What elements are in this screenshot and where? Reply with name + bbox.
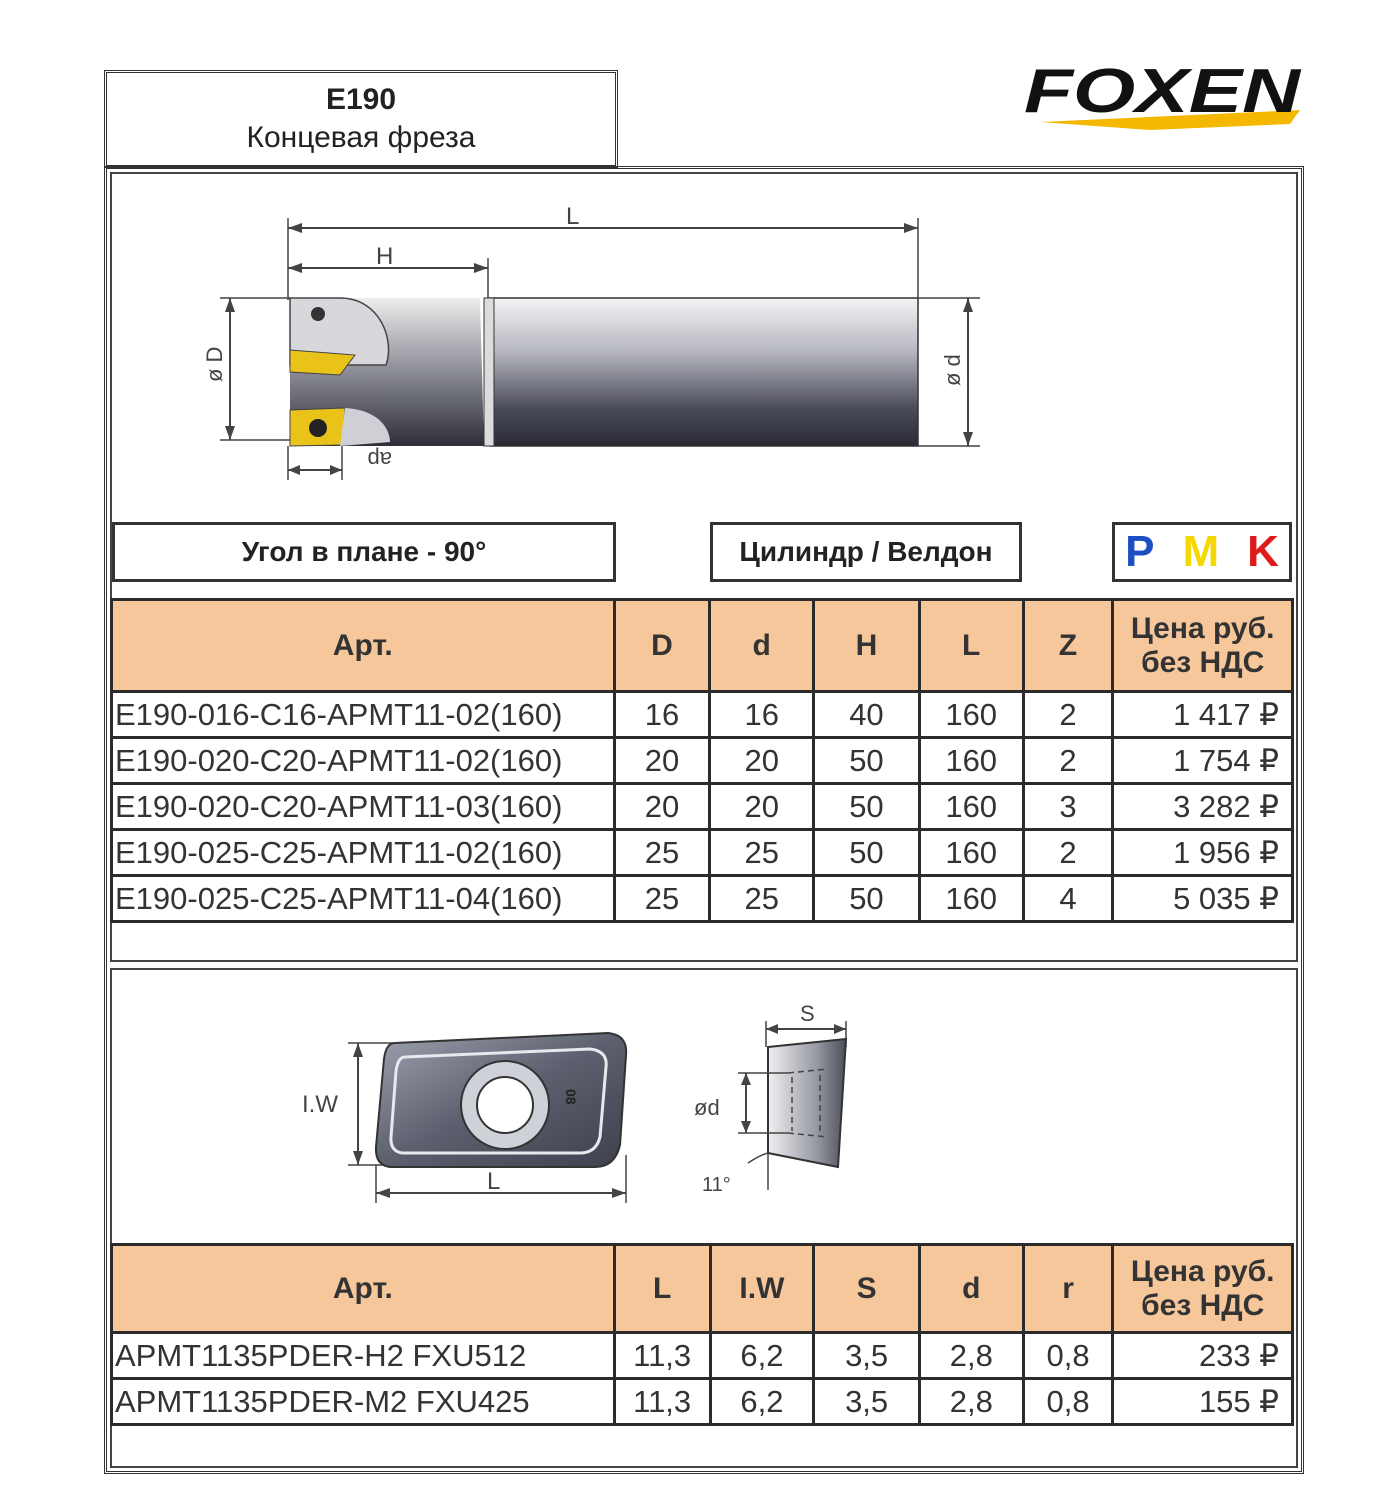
material-m: M [1182, 527, 1220, 576]
col-price-line1: Цена руб. [1130, 611, 1275, 645]
cell-d: 16 [710, 692, 814, 738]
cell-IW: 6,2 [710, 1379, 814, 1425]
table-row [112, 692, 1293, 738]
table-row [112, 1379, 1293, 1425]
cell-d: 20 [710, 738, 814, 784]
cell-L: 160 [919, 830, 1023, 876]
dim-D: ø D [202, 346, 227, 382]
dim-L: L [566, 203, 580, 230]
cell-Z: 2 [1023, 830, 1113, 876]
cell-art: E190-025-C25-APMT11-04(160) [112, 876, 615, 922]
material-p: P [1125, 527, 1155, 576]
table-row [112, 876, 1293, 922]
logo-text: FOXEN [1024, 60, 1302, 126]
col-H: H [814, 600, 920, 692]
cell-art: APMT1135PDER-H2 FXU512 [112, 1333, 615, 1379]
cell-r: 0,8 [1023, 1379, 1113, 1425]
cell-d: 20 [710, 784, 814, 830]
cell-Z: 2 [1023, 738, 1113, 784]
cell-H: 50 [814, 738, 920, 784]
cell-S: 3,5 [814, 1333, 920, 1379]
cell-price: 233 ₽ [1113, 1333, 1293, 1379]
col-art: Арт. [112, 600, 615, 692]
table-header-row [112, 1245, 1293, 1333]
cell-D: 25 [614, 876, 710, 922]
cell-art: E190-016-C16-APMT11-02(160) [112, 692, 615, 738]
col-price-line2: без НДС [1141, 1288, 1265, 1322]
cell-D: 20 [614, 738, 710, 784]
cell-L: 11,3 [614, 1379, 710, 1425]
cell-L: 160 [919, 692, 1023, 738]
cell-D: 20 [614, 784, 710, 830]
cell-L: 160 [919, 876, 1023, 922]
cell-price: 1 754 ₽ [1113, 738, 1293, 784]
dim-d: ø d [940, 354, 965, 386]
cell-art: E190-020-C20-APMT11-02(160) [112, 738, 615, 784]
cell-art: E190-025-C25-APMT11-02(160) [112, 830, 615, 876]
dim-H: H [376, 243, 394, 270]
material-k: K [1247, 527, 1279, 576]
col-Z: Z [1023, 600, 1113, 692]
cell-H: 40 [814, 692, 920, 738]
cell-IW: 6,2 [710, 1333, 814, 1379]
cell-L: 160 [919, 784, 1023, 830]
cell-L: 160 [919, 738, 1023, 784]
angle-label [112, 522, 616, 582]
cell-d: 25 [710, 876, 814, 922]
cell-art: E190-020-C20-APMT11-03(160) [112, 784, 615, 830]
cell-price: 1 956 ₽ [1113, 830, 1293, 876]
product-subtitle: Концевая фреза [246, 121, 476, 154]
cell-H: 50 [814, 784, 920, 830]
table-row [112, 830, 1293, 876]
cell-Z: 3 [1023, 784, 1113, 830]
cell-d: 2,8 [919, 1379, 1023, 1425]
dim-insert-L: L [487, 1168, 501, 1195]
angle-label-text: Угол в плане - 90° [241, 536, 487, 567]
col-art: Арт. [112, 1245, 615, 1333]
cell-Z: 2 [1023, 692, 1113, 738]
cell-r: 0,8 [1023, 1333, 1113, 1379]
cell-Z: 4 [1023, 876, 1113, 922]
cell-price: 5 035 ₽ [1113, 876, 1293, 922]
insert-table [110, 1243, 1294, 1426]
cell-D: 25 [614, 830, 710, 876]
col-IW: I.W [710, 1245, 814, 1333]
cell-H: 50 [814, 876, 920, 922]
foxen-logo [1020, 60, 1305, 140]
dim-S: S [800, 1001, 815, 1026]
cell-price: 3 282 ₽ [1113, 784, 1293, 830]
col-r: r [1023, 1245, 1113, 1333]
col-d: d [919, 1245, 1023, 1333]
pmk-materials [1112, 522, 1292, 582]
end-mill-diagram [190, 190, 1010, 500]
dim-hole: ød [694, 1095, 720, 1120]
cell-art: APMT1135PDER-M2 FXU425 [112, 1379, 615, 1425]
cutter-table [110, 598, 1294, 923]
col-S: S [814, 1245, 920, 1333]
cell-D: 16 [614, 692, 710, 738]
col-price [1113, 1245, 1293, 1333]
dim-ap: ap [367, 447, 392, 472]
table-row [112, 738, 1293, 784]
cell-S: 3,5 [814, 1379, 920, 1425]
product-code: E190 [325, 83, 397, 116]
cell-d: 25 [710, 830, 814, 876]
dim-IW: I.W [302, 1091, 338, 1118]
col-price-line1: Цена руб. [1130, 1254, 1275, 1288]
col-D: D [614, 600, 710, 692]
cell-price: 155 ₽ [1113, 1379, 1293, 1425]
svg-text:08: 08 [563, 1089, 579, 1105]
col-price [1113, 600, 1293, 692]
col-L: L [614, 1245, 710, 1333]
col-d: d [710, 600, 814, 692]
table-row [112, 1333, 1293, 1379]
title-box [104, 70, 618, 168]
cell-H: 50 [814, 830, 920, 876]
cell-d: 2,8 [919, 1333, 1023, 1379]
col-L: L [919, 600, 1023, 692]
shank-label [710, 522, 1022, 582]
shank-label-text: Цилиндр / Велдон [739, 536, 993, 567]
table-row [112, 784, 1293, 830]
table-header-row [112, 600, 1293, 692]
cell-L: 11,3 [614, 1333, 710, 1379]
col-price-line2: без НДС [1141, 645, 1265, 679]
insert-diagram [290, 995, 890, 1215]
cell-price: 1 417 ₽ [1113, 692, 1293, 738]
dim-angle: 11° [702, 1174, 731, 1196]
